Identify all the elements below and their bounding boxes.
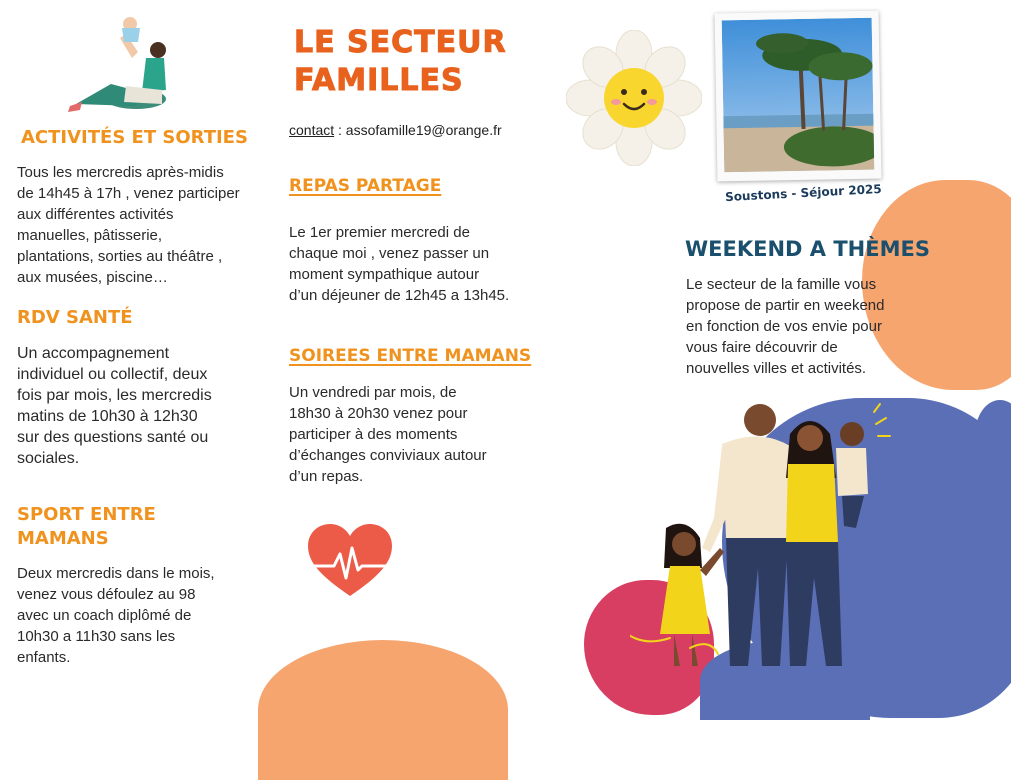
text-line: propose de partir en weekend bbox=[686, 297, 885, 314]
text-line: nouvelles villes et activités. bbox=[686, 360, 867, 377]
peach-blob-bottom bbox=[258, 640, 508, 780]
text-line: d’un déjeuner de 12h45 a 13h45. bbox=[289, 287, 510, 304]
rdv-text bbox=[17, 343, 267, 469]
text-line: Un vendredi par mois, de bbox=[289, 384, 457, 401]
contact-label: contact bbox=[289, 122, 335, 138]
text-line: aux musées, piscine… bbox=[17, 269, 168, 286]
text-line: de 14h45 à 17h , venez participer bbox=[17, 185, 240, 202]
text-line: d’échanges conviviaux autour bbox=[289, 447, 487, 464]
sport-title-line: SPORT ENTRE bbox=[17, 504, 156, 525]
page-title-line: FAMILLES bbox=[294, 63, 464, 98]
text-line: manuelles, pâtisserie, bbox=[17, 227, 163, 244]
text-line: moment sympathique autour bbox=[289, 266, 480, 283]
smiling-flower-icon bbox=[566, 30, 702, 166]
text-line: sociales. bbox=[17, 450, 80, 467]
text-line: sur des questions santé ou bbox=[17, 429, 209, 446]
parent-child-illustration-icon bbox=[66, 14, 176, 114]
activites-title: ACTIVITÉS ET SORTIES bbox=[21, 127, 248, 148]
text-line: d’un repas. bbox=[289, 468, 364, 485]
text-line: Tous les mercredis après-midis bbox=[17, 164, 224, 181]
text-line: 10h30 a 11h30 sans les bbox=[17, 628, 176, 645]
text-line: Le secteur de la famille vous bbox=[686, 276, 877, 293]
soirees-title: SOIREES ENTRE MAMANS bbox=[289, 346, 532, 366]
text-line: enfants. bbox=[17, 649, 71, 666]
soirees-text bbox=[289, 382, 549, 487]
text-line: participer à des moments bbox=[289, 426, 458, 443]
sport-title bbox=[17, 503, 156, 551]
heart-pulse-icon bbox=[304, 520, 396, 600]
contact-line bbox=[289, 122, 502, 138]
lake-photo bbox=[722, 18, 875, 173]
weekend-title: WEEKEND A THÈMES bbox=[685, 237, 930, 261]
rdv-title: RDV SANTÉ bbox=[17, 307, 133, 328]
page-title-line: LE SECTEUR bbox=[294, 25, 507, 60]
weekend-text bbox=[686, 274, 926, 379]
repas-text bbox=[289, 222, 549, 306]
activites-text bbox=[17, 162, 267, 288]
text-line: avec un coach diplômé de bbox=[17, 607, 192, 624]
photo-frame bbox=[715, 11, 882, 182]
sport-title-line: MAMANS bbox=[17, 528, 109, 549]
text-line: chaque moi , venez passer un bbox=[289, 245, 490, 262]
text-line: Deux mercredis dans le mois, bbox=[17, 565, 215, 582]
family-illustration-icon bbox=[630, 398, 900, 683]
text-line: individuel ou collectif, deux bbox=[17, 366, 208, 383]
text-line: plantations, sorties au théâtre , bbox=[17, 248, 223, 265]
repas-title: REPAS PARTAGE bbox=[289, 176, 442, 196]
text-line: Le 1er premier mercredi de bbox=[289, 224, 470, 241]
page-title bbox=[294, 24, 507, 100]
text-line: venez vous défoulez au 98 bbox=[17, 586, 196, 603]
text-line: aux différentes activités bbox=[17, 206, 174, 223]
sport-text bbox=[17, 563, 267, 668]
text-line: Un accompagnement bbox=[17, 345, 170, 362]
text-line: fois par mois, les mercredis bbox=[17, 387, 212, 404]
text-line: en fonction de vos envie pour bbox=[686, 318, 882, 335]
text-line: matins de 10h30 à 12h30 bbox=[17, 408, 198, 425]
text-line: vous faire découvrir de bbox=[686, 339, 838, 356]
contact-email[interactable]: : assofamille19@orange.fr bbox=[334, 122, 502, 138]
text-line: 18h30 à 20h30 venez pour bbox=[289, 405, 468, 422]
photo-caption: Soustons - Séjour 2025 bbox=[724, 181, 883, 205]
